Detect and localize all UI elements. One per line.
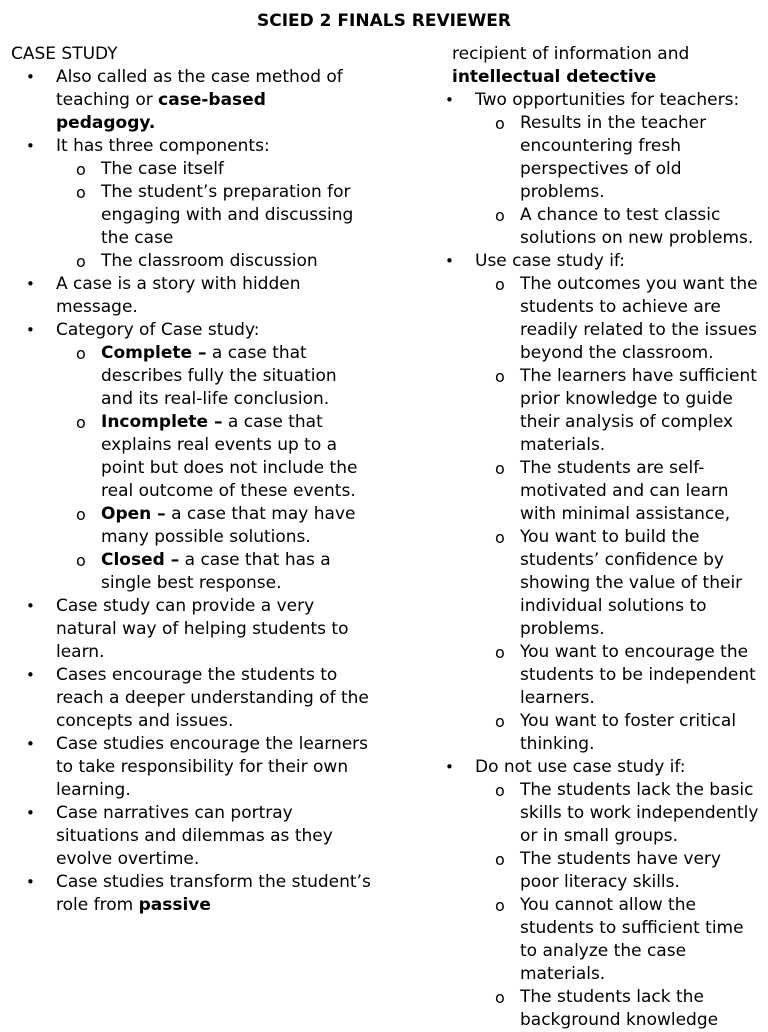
bullet-text: Cases encourage the students to reach a deeper understanding of the concepts and issues.: [56, 665, 369, 731]
left-bullet-item: [11, 595, 371, 664]
sub-item: [56, 411, 371, 503]
sub-marker: o: [495, 206, 505, 225]
bullet-marker: •: [26, 68, 35, 86]
bullet-marker: •: [26, 873, 35, 891]
sub-marker: o: [495, 367, 505, 386]
sub-item-text: The student’s preparation for engaging with and discussing the case: [101, 182, 354, 248]
sub-marker: o: [76, 183, 86, 202]
sub-item: [475, 457, 760, 526]
sub-item-text: Results in the teacher encountering fresh perspectives of old problems.: [520, 113, 707, 202]
sub-item: [56, 158, 371, 181]
sub-list: [475, 779, 760, 1032]
bullet-text: It has three components:: [56, 136, 270, 156]
sub-marker: o: [495, 459, 505, 478]
sub-marker: o: [495, 643, 505, 662]
sub-item: [475, 710, 760, 756]
sub-item-text: The outcomes you want the students to achieve are readily related to the issues beyond the classroom.: [520, 274, 758, 363]
sub-list: [475, 273, 760, 756]
sub-item: [56, 503, 371, 549]
bullet-bold-text: case-based pedagogy.: [56, 90, 266, 133]
sub-item: [475, 986, 760, 1032]
sub-item-text: The students have very poor literacy skills.: [520, 849, 721, 892]
left-bullet-item: [11, 319, 371, 595]
bullet-text: Also called as the case method of teaching or: [56, 67, 343, 110]
sub-list: [56, 342, 371, 595]
left-bullet-item: [11, 273, 371, 319]
bullet-text: Case studies transform the student’s role from: [56, 872, 371, 915]
bullet-text: A case is a story with hidden message.: [56, 274, 301, 317]
bullet-text: Case studies encourage the learners to take responsibility for their own learning.: [56, 734, 369, 800]
bullet-text: Do not use case study if:: [475, 757, 686, 777]
left-bullet-item: [11, 802, 371, 871]
bullet-marker: •: [26, 804, 35, 822]
sub-item: [56, 250, 371, 273]
sub-item-text: a case that describes fully the situation and its real-life conclusion.: [101, 343, 337, 409]
sub-item: [475, 526, 760, 641]
sub-item-text: The case itself: [101, 159, 224, 179]
sub-item-text: You cannot allow the students to sufficient time to analyze the case materials.: [520, 895, 744, 984]
sub-item: [475, 779, 760, 848]
sub-item-text: A chance to test classic solutions on new problems.: [520, 205, 754, 248]
bullet-text: Category of Case study:: [56, 320, 260, 340]
bullet-marker: •: [445, 91, 454, 109]
sub-marker: o: [495, 850, 505, 869]
right-bullet-list: [430, 89, 760, 1032]
sub-item: [475, 112, 760, 204]
right-bullet-item: [430, 89, 760, 250]
sub-item-term: Incomplete –: [101, 412, 223, 432]
bullet-marker: •: [26, 137, 35, 155]
bullet-marker: •: [26, 597, 35, 615]
bullet-marker: •: [445, 252, 454, 270]
continuation-line-1: recipient of information and: [452, 44, 690, 64]
left-bullet-item: [11, 733, 371, 802]
left-bullet-list: [11, 66, 371, 917]
sub-item: [475, 641, 760, 710]
left-bullet-item: [11, 135, 371, 273]
bullet-bold-text: passive: [138, 895, 211, 915]
sub-item-term: Closed –: [101, 550, 180, 570]
bullet-marker: •: [26, 735, 35, 753]
sub-item-text: a case that may have many possible solutions.: [101, 504, 356, 547]
left-column: [11, 43, 371, 917]
right-bullet-item: [430, 756, 760, 1032]
sub-item-term: Complete –: [101, 343, 207, 363]
sub-item: [475, 273, 760, 365]
sub-marker: o: [76, 505, 86, 524]
sub-list: [475, 112, 760, 250]
sub-marker: o: [495, 528, 505, 547]
sub-item: [56, 549, 371, 595]
continuation-text: [452, 43, 760, 89]
sub-item-text: The students lack the basic skills to work independently or in small groups.: [520, 780, 759, 846]
bullet-marker: •: [26, 666, 35, 684]
bullet-text: Two opportunities for teachers:: [475, 90, 740, 110]
sub-marker: o: [495, 896, 505, 915]
bullet-text: Case study can provide a very natural way of helping students to learn.: [56, 596, 349, 662]
continuation-bold: intellectual detective: [452, 67, 657, 87]
sub-item-text: The students are self-motivated and can learn with minimal assistance,: [520, 458, 731, 524]
bullet-text: Case narratives can portray situations and dilemmas as they evolve overtime.: [56, 803, 333, 869]
sub-marker: o: [495, 781, 505, 800]
bullet-marker: •: [445, 758, 454, 776]
page-title: SCIED 2 FINALS REVIEWER: [256, 11, 511, 31]
sub-item-text: You want to foster critical thinking.: [520, 711, 737, 754]
sub-item: [475, 894, 760, 986]
sub-item: [475, 204, 760, 250]
left-bullet-item: [11, 664, 371, 733]
sub-item: [475, 848, 760, 894]
sub-marker: o: [495, 114, 505, 133]
sub-item-text: The classroom discussion: [101, 251, 318, 271]
sub-item-text: You want to encourage the students to be independent learners.: [520, 642, 756, 708]
sub-item-text: The learners have sufficient prior knowledge to guide their analysis of complex materials.: [520, 366, 757, 455]
sub-item: [56, 181, 371, 250]
sub-marker: o: [76, 160, 86, 179]
bullet-marker: •: [26, 321, 35, 339]
sub-item-text: a case that explains real events up to a point but does not include the real outcome of these events.: [101, 412, 358, 501]
sub-marker: o: [76, 252, 86, 271]
sub-list: [56, 158, 371, 273]
sub-marker: o: [76, 413, 86, 432]
sub-item-text: a case that has a single best response.: [101, 550, 331, 593]
sub-marker: o: [495, 712, 505, 731]
sub-item: [475, 365, 760, 457]
sub-item-text: You want to build the students’ confidence by showing the value of their individual solutions to problems.: [520, 527, 743, 639]
right-column: [430, 43, 760, 1032]
sub-marker: o: [495, 988, 505, 1007]
section-heading-case-study: CASE STUDY: [11, 44, 118, 64]
right-bullet-item: [430, 250, 760, 756]
left-bullet-item: [11, 871, 371, 917]
bullet-marker: •: [26, 275, 35, 293]
sub-item: [56, 342, 371, 411]
sub-marker: o: [76, 344, 86, 363]
left-bullet-item: [11, 66, 371, 135]
sub-marker: o: [495, 275, 505, 294]
bullet-text: Use case study if:: [475, 251, 626, 271]
sub-item-text: The students lack the background knowledge: [520, 987, 719, 1030]
sub-item-term: Open –: [101, 504, 166, 524]
sub-marker: o: [76, 551, 86, 570]
